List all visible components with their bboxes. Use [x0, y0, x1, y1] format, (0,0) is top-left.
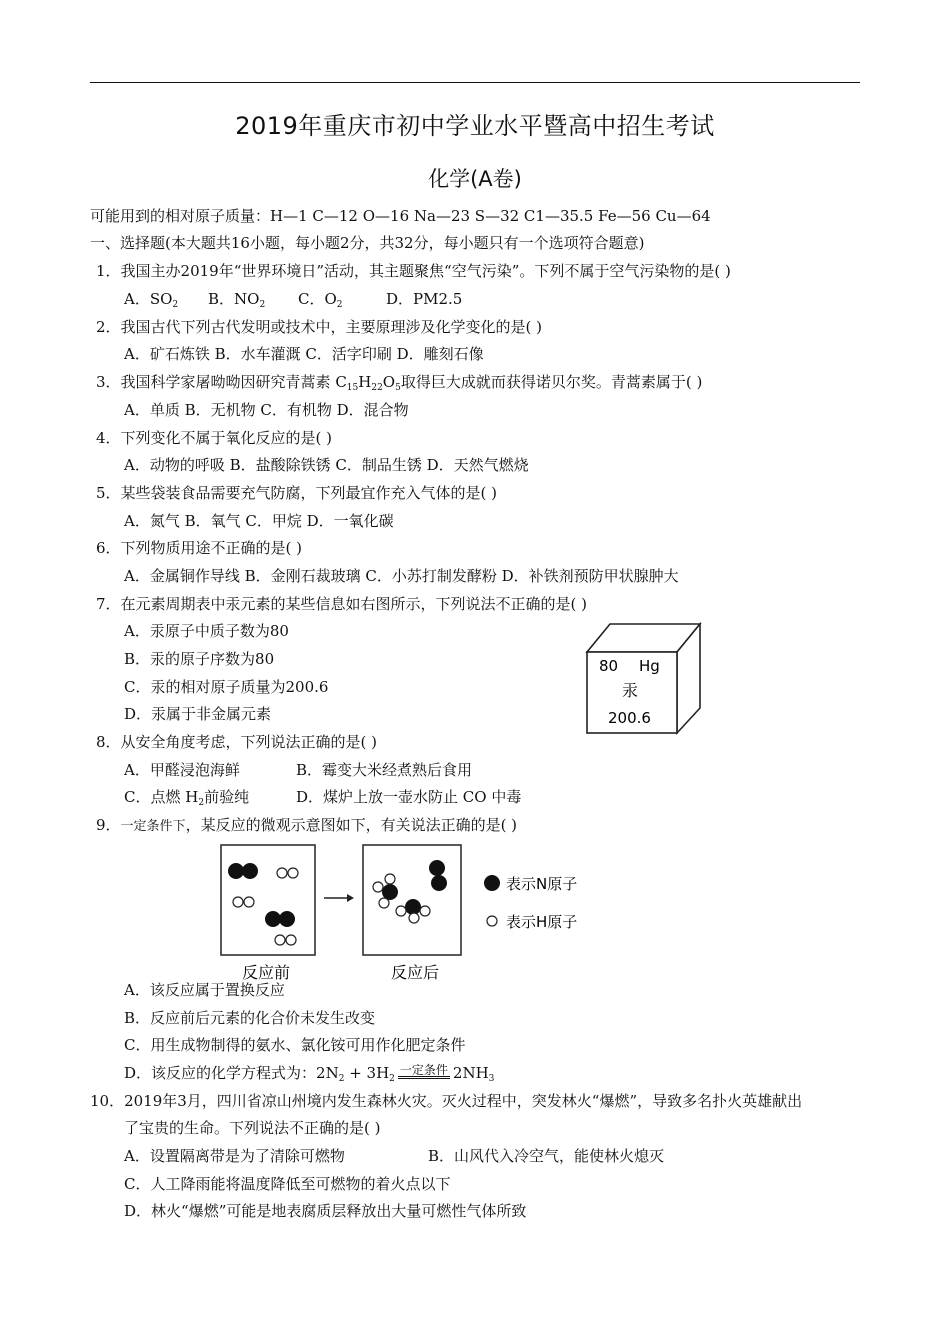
q9-stem: 9．一定条件下，某反应的微观示意图如下，有关说法正确的是( ) [96, 816, 518, 834]
section-heading: 一、选择题(本大题共16小题，每小题2分，共32分，每小题只有一个选项符合题意) [90, 234, 645, 252]
after-label: 反应后 [391, 963, 440, 982]
exam-subtitle: 化学(A卷) [428, 167, 522, 191]
q8-option-d: D．煤炉上放一壶水防止 CO 中毒 [296, 788, 522, 806]
before-n2-molecule-1 [228, 863, 258, 879]
before-label: 反应前 [242, 963, 291, 982]
q1-stem: 1．我国主办2019年“世界环境日”活动，其主题聚焦“空气污染”。下列不属于空气污染物的是( ) [96, 262, 731, 280]
q10-option-a: A．设置隔离带是为了清除可燃物 [124, 1147, 345, 1165]
q7-option-d: D．汞属于非金属元素 [124, 705, 272, 723]
q1-options [124, 289, 462, 309]
legend-h-atom-icon [487, 916, 497, 926]
q7-stem: 7．在元素周期表中汞元素的某些信息如右图所示，下列说法不正确的是( ) [96, 595, 588, 613]
q6-options: A．金属铜作导线 B．金刚石裁玻璃 C．小苏打制发酵粉 D．补铁剂预防甲状腺肿大 [124, 567, 679, 585]
q8-option-c: C．点燃 $H_2$前验纯 [124, 788, 250, 808]
q10-stem-line1: 10．2019年3月，四川省凉山州境内发生森林火灾。灭火过程中，突发林火“爆燃”，导致多名扑火英雄献出 [90, 1092, 803, 1110]
after-nh3-molecule-2 [396, 899, 430, 923]
q1-option-d: D．PM2.5 [386, 290, 463, 308]
after-nh3-molecule-1 [373, 874, 398, 908]
q3-options: A．单质 B．无机物 C．有机物 D．混合物 [124, 401, 409, 419]
mercury-element-cell [584, 620, 704, 738]
q7-option-b: B．汞的原子序数为80 [124, 650, 275, 668]
q4-stem: 4．下列变化不属于氧化反应的是( ) [96, 429, 333, 447]
q10-option-d: D．林火“爆燃”可能是地表腐质层释放出大量可燃性气体所致 [124, 1202, 527, 1220]
q6-stem: 6．下列物质用途不正确的是( ) [96, 539, 303, 557]
before-h2-molecule-1 [277, 868, 298, 878]
q5-stem: 5．某些袋装食品需要充气防腐，下列最宜作充入气体的是( ) [96, 484, 498, 502]
q9-option-d: D．该反应的化学方程式为：$2N_2 + 3H_2$一定条件 $2NH_3$ [124, 1063, 495, 1084]
q10-option-b: B．山风代入冷空气，能使林火熄灭 [428, 1147, 665, 1165]
q7-option-a: A．汞原子中质子数为80 [124, 622, 289, 640]
q8-stem: 8．从安全角度考虑，下列说法正确的是( ) [96, 733, 378, 751]
q10-stem-line2: 了宝贵的生命。下列说法不正确的是( ) [124, 1119, 381, 1137]
before-h2-molecule-2 [233, 897, 254, 907]
before-h2-molecule-3 [275, 935, 296, 945]
q2-options: A．矿石炼铁 B．水车灌溉 C．活字印刷 D．雕刻石像 [124, 345, 484, 363]
q7-option-c: C．汞的相对原子质量为200.6 [124, 678, 329, 696]
legend-h-label: 表示H原子 [506, 913, 578, 931]
reaction-condition: 一定条件 [399, 1063, 448, 1077]
cell-element-name: 汞 [622, 681, 639, 700]
q10-option-c: C．人工降雨能将温度降低至可燃物的着火点以下 [124, 1175, 451, 1193]
q9-option-c: C．用生成物制得的氨水、氯化铵可用作化肥定条件 [124, 1036, 466, 1054]
q9-option-b: B．反应前后元素的化合价未发生改变 [124, 1009, 376, 1027]
q9-option-a: A．该反应属于置换反应 [124, 981, 285, 999]
exam-title: 2019年重庆市初中学业水平暨高中招生考试 [235, 112, 715, 140]
cell-atomic-mass: 200.6 [608, 709, 651, 727]
legend-n-label: 表示N原子 [506, 875, 578, 893]
q8-option-b: B．霉变大米经煮熟后食用 [296, 761, 473, 779]
q3-stem: 3．我国科学家屠呦呦因研究青蒿素 $C_{15}H_{22}O_5$取得巨大成就而获得诺贝尔奖。青蒿素属于( ) [96, 373, 703, 393]
q8-option-a: A．甲醛浸泡海鲜 [124, 761, 240, 779]
reaction-arrow-head [347, 894, 354, 902]
q4-options: A．动物的呼吸 B．盐酸除铁锈 C．制品生锈 D．天然气燃烧 [124, 456, 529, 474]
atomic-masses: 可能用到的相对原子质量：H—1 C—12 O—16 Na—23 S—32 C1—35.5 Fe—56 Cu—64 [90, 207, 711, 225]
after-n2-molecule [429, 860, 447, 891]
cell-atomic-number: 80 [599, 657, 619, 675]
q2-stem: 2．我国古代下列古代发明或技术中，主要原理涉及化学变化的是( ) [96, 318, 543, 336]
q1-option-c: C．$O_2$ [298, 290, 343, 310]
q1-option-a: A．$SO_2$ [124, 290, 179, 310]
before-n2-molecule-2 [265, 911, 295, 927]
q5-options: A．氮气 B．氧气 C．甲烷 D．一氧化碳 [124, 512, 394, 530]
reaction-diagram [218, 842, 598, 982]
legend-n-atom-icon [484, 875, 500, 891]
q1-option-b: B．$NO_2$ [208, 290, 266, 310]
cell-symbol: Hg [639, 657, 660, 675]
top-rule [90, 82, 860, 83]
